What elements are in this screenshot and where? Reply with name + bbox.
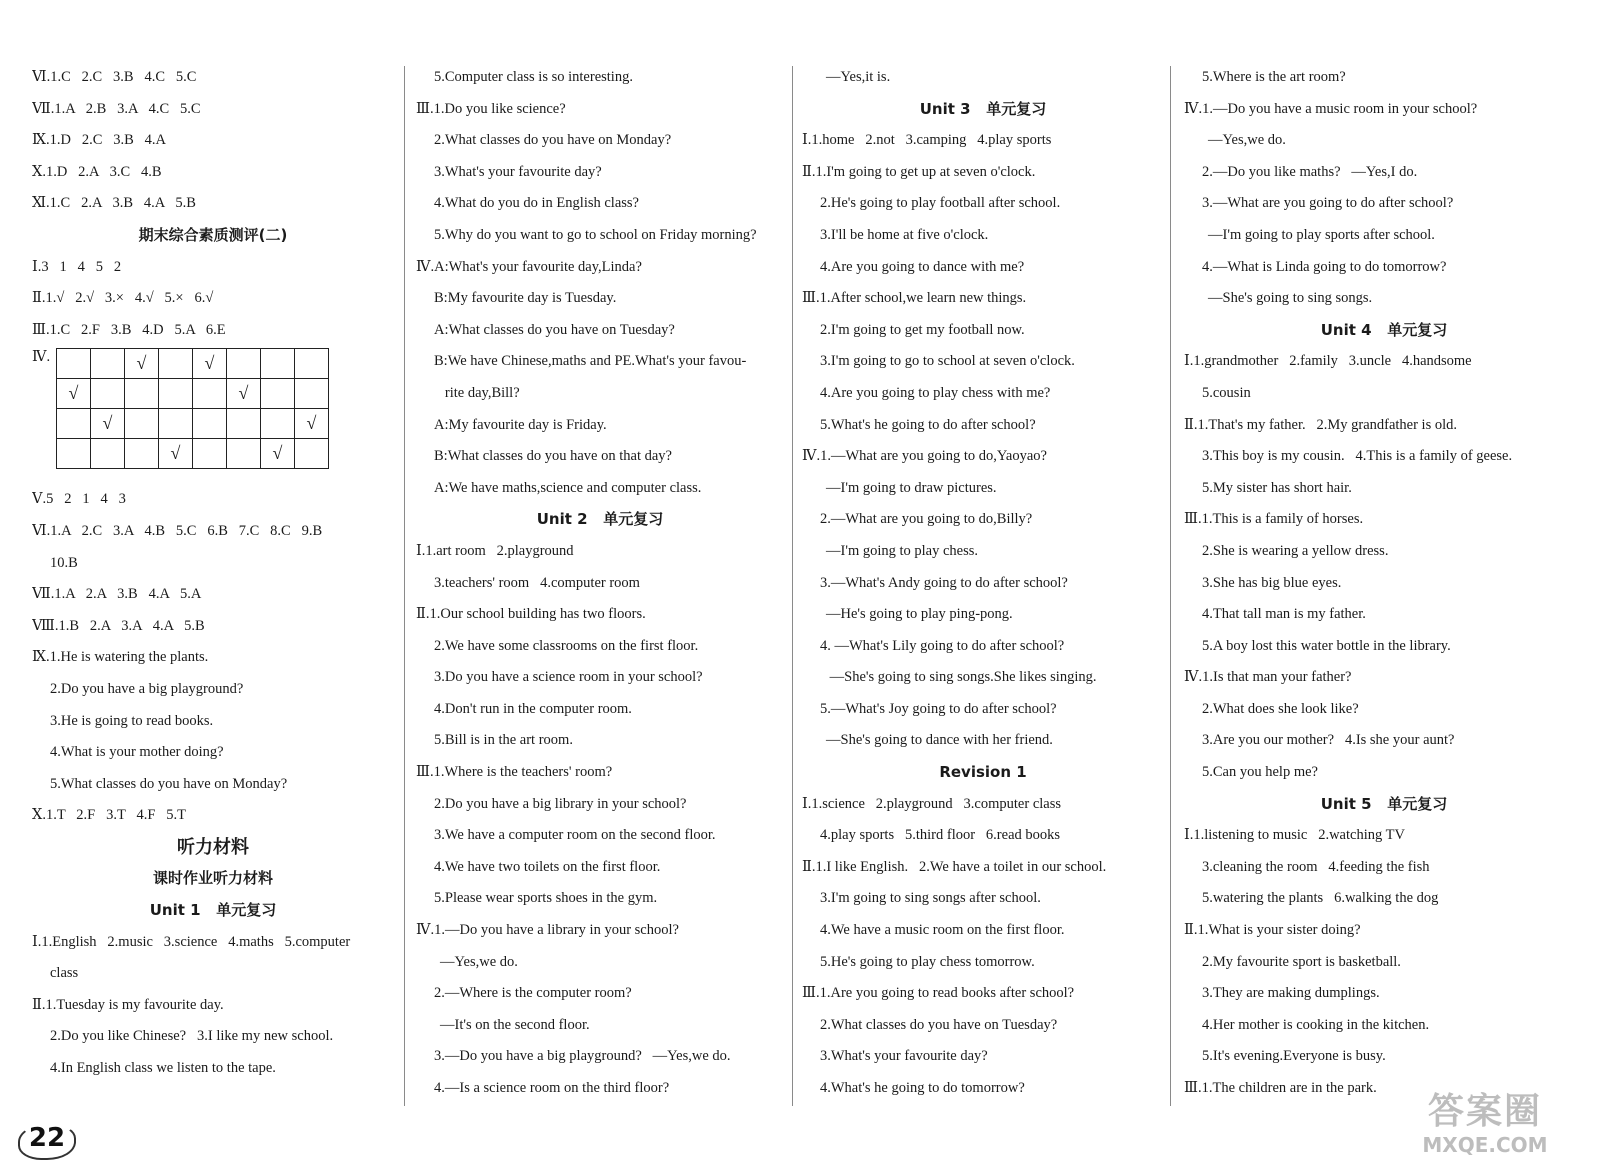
section-heading: 课时作业听力材料: [152, 869, 273, 888]
answer-line: Ⅸ.1.He is watering the plants.: [32, 649, 209, 666]
page-number: 22: [18, 1118, 76, 1158]
answer-line: Ⅰ.1.art room 2.playground: [416, 542, 574, 559]
grid-cell: [57, 439, 91, 469]
answer-line: Ⅱ.1.Our school building has two floors.: [416, 606, 646, 623]
answer-line: —Yes,we do.: [440, 953, 518, 970]
watermark-url: MXQE.COM: [1422, 1133, 1548, 1157]
answer-line: Ⅹ.1.D 2.A 3.C 4.B: [32, 163, 162, 180]
answer-column-3: [802, 62, 1164, 1112]
answer-line: Ⅳ.1.—What are you going to do,Yaoyao?: [802, 448, 1047, 465]
answer-line: 5.Where is the art room?: [1202, 69, 1346, 85]
grid-cell: [193, 409, 227, 439]
answer-line: Ⅲ.1.Do you like science?: [416, 100, 566, 117]
answer-line: —I'm going to play chess.: [826, 542, 979, 559]
answer-line: 2.What does she look like?: [1202, 700, 1359, 717]
answer-line: 5.A boy lost this water bottle in the library.: [1202, 637, 1451, 654]
answer-line: 5.What classes do you have on Monday?: [50, 775, 288, 792]
grid-cell: [125, 379, 159, 409]
answer-line: 3.This boy is my cousin. 4.This is a family of geese.: [1202, 448, 1513, 465]
answer-line: —Yes,we do.: [1208, 132, 1286, 149]
answer-line: 2.Do you have a big playground?: [50, 680, 244, 697]
answer-line: Ⅰ.1.listening to music 2.watching TV: [1184, 827, 1405, 844]
grid-cell: [193, 439, 227, 469]
answer-line: 5.What's he going to do after school?: [820, 416, 1036, 433]
grid-cell: [159, 379, 193, 409]
grid-cell: [57, 349, 91, 379]
grid-cell: [261, 409, 295, 439]
answer-line: Ⅰ.1.English 2.music 3.science 4.maths 5.computer: [32, 933, 351, 950]
answer-line: 4.play sports 5.third floor 6.read books: [820, 827, 1061, 844]
answer-line: 3.—What are you going to do after school?: [1202, 195, 1454, 212]
answer-line: rite day,Bill?: [434, 384, 520, 401]
answer-line: Ⅱ.1.√ 2.√ 3.× 4.√ 5.× 6.√: [32, 290, 214, 307]
answer-line: Ⅵ.1.C 2.C 3.B 4.C 5.C: [32, 69, 197, 85]
grid-cell: √: [159, 439, 193, 469]
answer-line: Ⅰ.1.grandmother 2.family 3.uncle 4.handsome: [1184, 353, 1472, 370]
answer-line: Ⅳ.1.—Do you have a library in your school?: [416, 922, 679, 939]
answer-line: Ⅲ.1.Where is the teachers' room?: [416, 764, 613, 781]
grid-cell: √: [227, 379, 261, 409]
answer-line: Ⅶ.1.A 2.B 3.A 4.C 5.C: [32, 100, 201, 117]
answer-line: 5.Computer class is so interesting.: [434, 69, 633, 85]
answer-line: 2.I'm going to get my football now.: [820, 321, 1025, 338]
answer-line: 4.—What is Linda going to do tomorrow?: [1202, 258, 1447, 275]
watermark-logo-text: 答案圈: [1427, 1091, 1542, 1132]
grid-row: [57, 439, 329, 469]
answer-line: 4. —What's Lily going to do after school?: [820, 637, 1065, 654]
answer-line: 2.Do you like Chinese? 3.I like my new school.: [50, 1028, 334, 1045]
section-heading: 期末综合素质测评(二): [138, 225, 288, 244]
column-divider: [404, 66, 405, 1106]
grid-cell: √: [295, 409, 329, 439]
column-divider: [1170, 66, 1171, 1106]
answer-line: 3.cleaning the room 4.feeding the fish: [1202, 858, 1430, 875]
answer-line: 2.My favourite sport is basketball.: [1202, 953, 1401, 970]
answer-line: Ⅵ.1.A 2.C 3.A 4.B 5.C 6.B 7.C 8.C 9.B: [32, 522, 323, 539]
grid-cell: [91, 379, 125, 409]
answer-line: —She's going to sing songs.She likes singing.: [826, 669, 1097, 686]
answer-line: 2.She is wearing a yellow dress.: [1202, 542, 1389, 559]
answer-line: 3.What's your favourite day?: [820, 1048, 988, 1065]
answer-line: 5.It's evening.Everyone is busy.: [1202, 1048, 1386, 1065]
answer-line: 2.What classes do you have on Tuesday?: [820, 1016, 1058, 1033]
answer-line: 10.B: [50, 554, 78, 571]
grid-cell: [57, 409, 91, 439]
answer-line: 2.—What are you going to do,Billy?: [820, 511, 1033, 528]
grid-cell: √: [91, 409, 125, 439]
grid-cell: √: [193, 349, 227, 379]
grid-row: [57, 379, 329, 409]
answer-line: 5.My sister has short hair.: [1202, 479, 1352, 496]
answer-line: Ⅱ.1.I like English. 2.We have a toilet in our school.: [802, 858, 1107, 875]
answer-line: 2.Do you have a big library in your school?: [434, 795, 687, 812]
answer-line: 2.—Where is the computer room?: [434, 985, 632, 1002]
grid-cell: [125, 439, 159, 469]
answer-line: 3.He is going to read books.: [50, 712, 214, 729]
answer-line: 4.—Is a science room on the third floor?: [434, 1080, 670, 1096]
grid-cell: [261, 379, 295, 409]
answer-line: 3.She has big blue eyes.: [1202, 574, 1342, 591]
section-heading: Unit 5 单元复习: [1320, 794, 1448, 813]
grid-cell: [91, 439, 125, 469]
answer-line: Ⅳ.1.—Do you have a music room in your school?: [1184, 100, 1478, 117]
answer-line: 3.I'll be home at five o'clock.: [820, 226, 989, 243]
answer-line: Ⅱ.1.That's my father. 2.My grandfather is old.: [1184, 416, 1458, 433]
answer-line: class: [50, 965, 79, 982]
grid-cell: [193, 379, 227, 409]
answer-line: Ⅴ.5 2 1 4 3: [32, 491, 126, 508]
answer-line: 3.Do you have a science room in your school?: [434, 669, 703, 686]
answer-line: 2.What classes do you have on Monday?: [434, 132, 672, 149]
grid-cell: [295, 439, 329, 469]
answer-line: 5.Why do you want to go to school on Friday morning?: [434, 226, 757, 243]
answer-line: Ⅲ.1.After school,we learn new things.: [802, 290, 1027, 307]
answer-grid: [32, 346, 394, 484]
answer-line: 4.What's he going to do tomorrow?: [820, 1080, 1025, 1096]
watermark: [1400, 1091, 1570, 1163]
answer-line: 3.—Do you have a big playground? —Yes,we do.: [434, 1048, 731, 1065]
grid-cell: [227, 349, 261, 379]
answer-line: 4.Her mother is cooking in the kitchen.: [1202, 1016, 1430, 1033]
grid-cell: √: [125, 349, 159, 379]
section-heading: 听力材料: [177, 836, 249, 858]
answer-line: Ⅱ.1.I'm going to get up at seven o'clock.: [802, 163, 1036, 180]
answer-line: B:My favourite day is Tuesday.: [434, 290, 617, 307]
answer-line: 4.We have a music room on the first floor.: [820, 922, 1065, 939]
answer-line: —She's going to dance with her friend.: [826, 732, 1053, 749]
answer-line: Ⅳ.1.Is that man your father?: [1184, 669, 1352, 686]
answer-line: —He's going to play ping-pong.: [826, 606, 1013, 623]
answer-line: 5.Bill is in the art room.: [434, 732, 573, 749]
grid-cell: [227, 439, 261, 469]
answer-line: Ⅲ.1.Are you going to read books after school?: [802, 985, 1075, 1002]
answer-column-2: [416, 62, 784, 1112]
answer-line: Ⅰ.1.science 2.playground 3.computer class: [802, 795, 1062, 812]
section-heading: Unit 1 单元复习: [149, 901, 277, 920]
answer-line: Ⅰ.1.home 2.not 3.camping 4.play sports: [802, 132, 1052, 149]
answer-line: 4.Don't run in the computer room.: [434, 700, 632, 717]
grid-row: [57, 409, 329, 439]
answer-line: 5.Can you help me?: [1202, 764, 1318, 781]
grid-cell: [159, 409, 193, 439]
answer-line: —She's going to sing songs.: [1208, 290, 1373, 307]
answer-line: —Yes,it is.: [826, 69, 891, 85]
answer-line: Ⅱ.1.What is your sister doing?: [1184, 922, 1361, 939]
answer-line: A:My favourite day is Friday.: [434, 416, 607, 433]
answer-line: 5.cousin: [1202, 384, 1251, 401]
answer-line: —It's on the second floor.: [440, 1016, 590, 1033]
answer-line: 5.watering the plants 6.walking the dog: [1202, 890, 1439, 907]
answer-line: Ⅲ.1.The children are in the park.: [1184, 1080, 1377, 1096]
answer-line: 5.—What's Joy going to do after school?: [820, 700, 1057, 717]
grid-cell: √: [57, 379, 91, 409]
grid-cell: [295, 349, 329, 379]
answer-line: 3.I'm going to go to school at seven o'clock.: [820, 353, 1075, 370]
column-divider: [792, 66, 793, 1106]
answer-line: B:What classes do you have on that day?: [434, 448, 672, 465]
answer-line: 2.—Do you like maths? —Yes,I do.: [1202, 163, 1418, 180]
answer-line: 4.Are you going to play chess with me?: [820, 384, 1051, 401]
answer-line: 3.They are making dumplings.: [1202, 985, 1380, 1002]
checkmark-table: [56, 348, 329, 469]
answer-line: —I'm going to draw pictures.: [826, 479, 997, 496]
answer-line: 5.Please wear sports shoes in the gym.: [434, 890, 658, 907]
answer-line: 4.That tall man is my father.: [1202, 606, 1366, 623]
answer-line: 3.What's your favourite day?: [434, 163, 602, 180]
grid-cell: [261, 349, 295, 379]
answer-line: Ⅺ.1.C 2.A 3.B 4.A 5.B: [32, 195, 196, 212]
answer-line: 3.—What's Andy going to do after school?: [820, 574, 1068, 591]
answer-line: A:We have maths,science and computer class.: [434, 479, 702, 496]
section-heading: Unit 4 单元复习: [1320, 320, 1448, 339]
grid-cell: √: [261, 439, 295, 469]
answer-line: Ⅰ.3 1 4 5 2: [32, 258, 122, 275]
answer-line: 5.He's going to play chess tomorrow.: [820, 953, 1035, 970]
section-heading: Unit 3 单元复习: [919, 99, 1047, 118]
grid-cell: [159, 349, 193, 379]
grid-cell: [295, 379, 329, 409]
grid-label: Ⅳ.: [32, 349, 51, 366]
answer-line: Ⅲ.1.C 2.F 3.B 4.D 5.A 6.E: [32, 321, 226, 338]
answer-line: Ⅷ.1.B 2.A 3.A 4.A 5.B: [32, 617, 205, 634]
answer-line: Ⅸ.1.D 2.C 3.B 4.A: [32, 132, 167, 149]
answer-line: Ⅹ.1.T 2.F 3.T 4.F 5.T: [32, 807, 186, 824]
answer-line: 4.In English class we listen to the tape.: [50, 1060, 276, 1077]
answer-line: Ⅲ.1.This is a family of horses.: [1184, 511, 1364, 528]
answer-line: 3.Are you our mother? 4.Is she your aunt?: [1202, 732, 1455, 749]
answer-line: —I'm going to play sports after school.: [1208, 226, 1435, 243]
section-heading: Revision 1: [939, 763, 1027, 782]
answer-line: B:We have Chinese,maths and PE.What's your favou-: [434, 353, 747, 370]
answer-line: 3.I'm going to sing songs after school.: [820, 890, 1041, 907]
answer-line: 4.What is your mother doing?: [50, 744, 224, 761]
answer-line: Ⅱ.1.Tuesday is my favourite day.: [32, 996, 224, 1013]
grid-cell: [91, 349, 125, 379]
answer-line: Ⅶ.1.A 2.A 3.B 4.A 5.A: [32, 586, 202, 603]
answer-line: 3.We have a computer room on the second floor.: [434, 827, 716, 844]
answer-line: 2.He's going to play football after school.: [820, 195, 1061, 212]
answer-column-1: [32, 62, 394, 1112]
answer-line: 3.teachers' room 4.computer room: [434, 574, 640, 591]
grid-cell: [125, 409, 159, 439]
answer-line: 2.We have some classrooms on the first floor.: [434, 637, 699, 654]
answer-line: 4.We have two toilets on the first floor.: [434, 858, 661, 875]
answer-line: A:What classes do you have on Tuesday?: [434, 321, 675, 338]
answer-line: 4.What do you do in English class?: [434, 195, 639, 212]
answer-column-4: [1184, 62, 1584, 1112]
answer-line: Ⅳ.A:What's your favourite day,Linda?: [416, 258, 642, 275]
grid-cell: [227, 409, 261, 439]
section-heading: Unit 2 单元复习: [536, 510, 664, 529]
answer-line: 4.Are you going to dance with me?: [820, 258, 1025, 275]
grid-row: [57, 349, 329, 379]
